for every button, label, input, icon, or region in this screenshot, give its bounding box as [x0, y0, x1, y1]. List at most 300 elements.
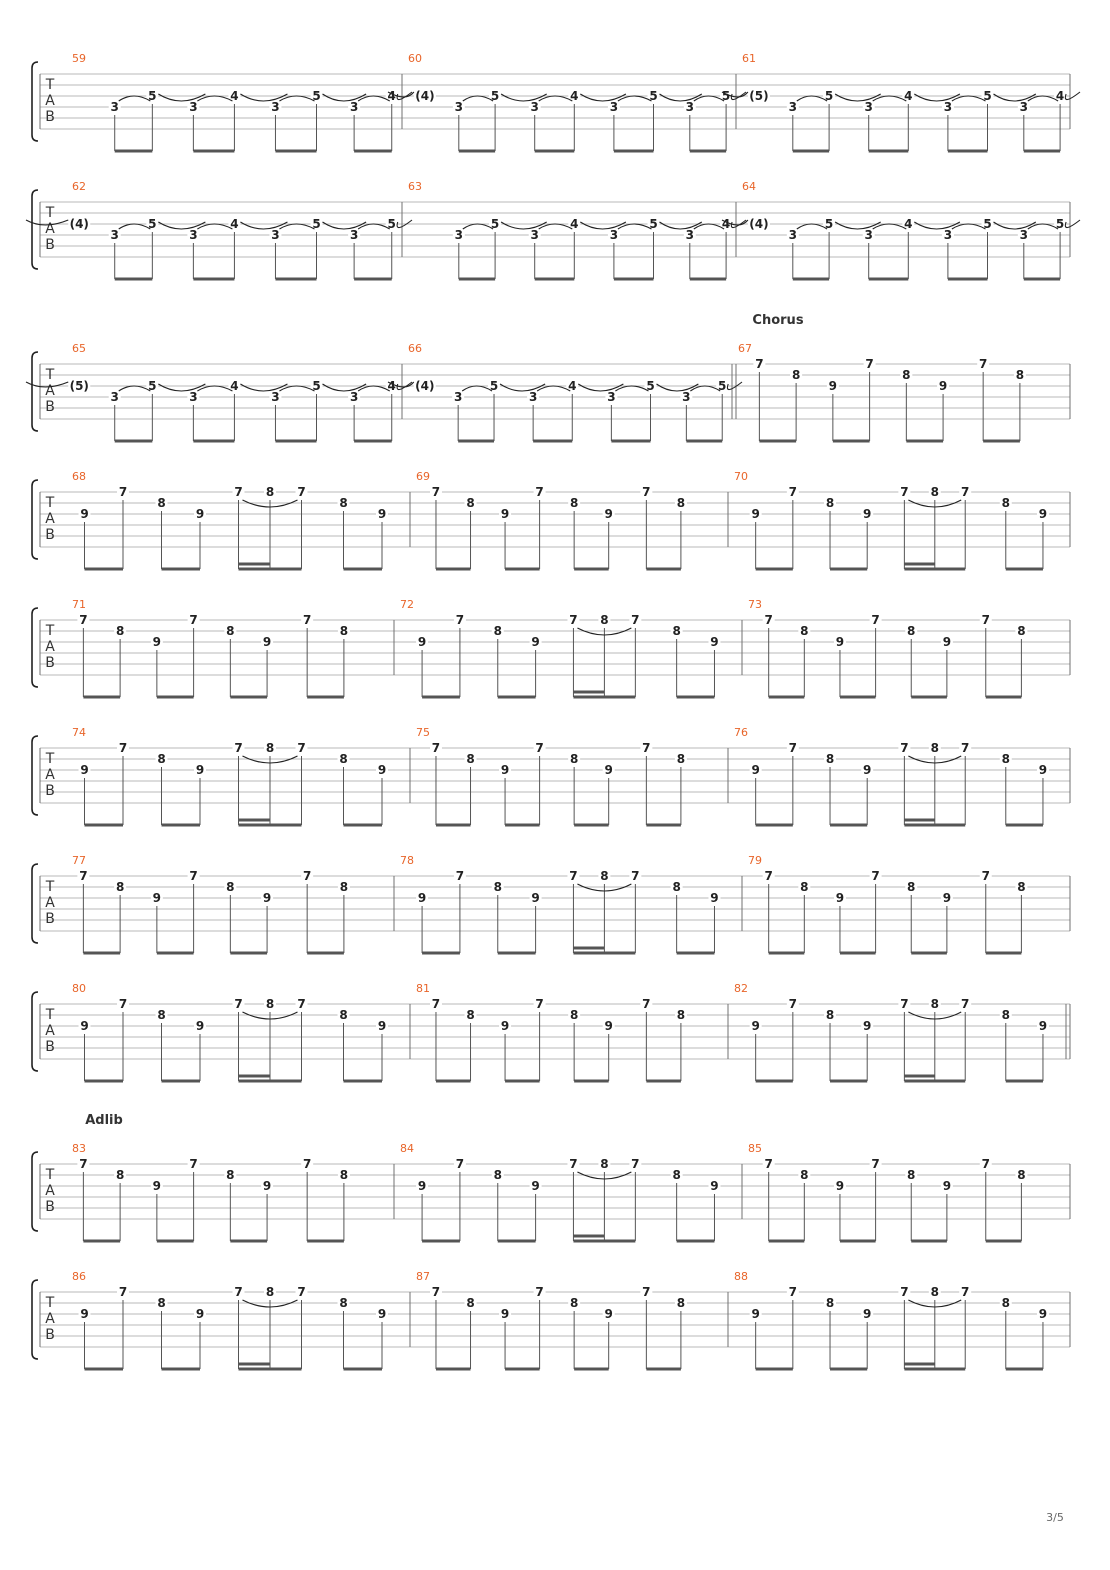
fret-number: 8 — [226, 624, 235, 638]
tab-system-2 — [26, 180, 1080, 279]
fret-number: 8 — [466, 1296, 475, 1310]
tied-fret-number: (4) — [415, 89, 435, 103]
fret-number: 9 — [80, 507, 89, 521]
slur-arc — [539, 224, 573, 229]
fret-number: 5 — [649, 89, 658, 103]
fret-number: 7 — [642, 1285, 651, 1299]
fret-number: 7 — [642, 997, 651, 1011]
fret-number: 3 — [1019, 100, 1028, 114]
fret-number: 7 — [118, 1285, 128, 1299]
fret-number: 7 — [118, 997, 128, 1011]
slur-arc — [873, 224, 907, 229]
fret-number: 8 — [339, 1296, 348, 1310]
fret-number: 7 — [900, 997, 909, 1011]
tab-clef-letter: T — [45, 495, 55, 511]
measure-84 — [400, 1142, 720, 1241]
fret-number: 3 — [189, 390, 198, 404]
fret-number: 7 — [455, 613, 465, 627]
measure-number: 86 — [72, 1270, 86, 1283]
slur-arc — [358, 386, 390, 391]
slur-arc — [1028, 224, 1058, 229]
fret-number: 4 — [570, 217, 579, 231]
measure-number: 61 — [742, 52, 756, 65]
fret-number: 7 — [788, 485, 798, 499]
measure-number: 72 — [400, 598, 414, 611]
fret-number: 7 — [297, 485, 306, 499]
fret-number: 9 — [262, 891, 272, 905]
fret-number: 7 — [961, 485, 970, 499]
slur-arc — [279, 96, 314, 101]
tab-system-3 — [26, 313, 1070, 441]
fret-number: 8 — [600, 1157, 609, 1171]
system-bracket — [32, 62, 38, 141]
tab-clef-letter: A — [45, 639, 55, 655]
fret-number: 3 — [454, 228, 463, 242]
fret-number: 8 — [226, 880, 235, 894]
fret-number: 7 — [189, 1157, 198, 1171]
fret-number: 8 — [825, 1008, 835, 1022]
tab-clef-letter: T — [45, 1167, 55, 1183]
fret-number: 5 — [646, 379, 655, 393]
fret-number: 9 — [500, 1307, 510, 1321]
fret-number: 9 — [835, 1179, 845, 1193]
tab-clef-letter: T — [45, 1295, 55, 1311]
fret-number: 9 — [500, 507, 510, 521]
fret-number: 3 — [453, 390, 463, 404]
fret-number: 8 — [493, 1168, 502, 1182]
fret-number: 8 — [265, 741, 275, 755]
measure-78 — [400, 854, 720, 953]
tied-fret-number: (4) — [749, 217, 769, 231]
fret-number: 5 — [718, 379, 727, 393]
fret-number: 9 — [195, 1019, 205, 1033]
fret-number: 8 — [676, 1296, 686, 1310]
tab-clef-letter: B — [45, 527, 55, 543]
fret-number: 7 — [431, 997, 441, 1011]
measure-number: 66 — [408, 342, 422, 355]
fret-number: 3 — [530, 100, 539, 114]
tab-clef-letter: B — [45, 1327, 55, 1343]
tab-clef-letter: T — [45, 77, 55, 93]
measure-73 — [748, 598, 1027, 697]
measure-66 — [388, 342, 742, 441]
fret-number: 8 — [493, 880, 502, 894]
fret-number: 9 — [262, 635, 272, 649]
tab-clef-letter: T — [45, 1007, 55, 1023]
fret-number: 3 — [943, 228, 953, 242]
fret-number: 9 — [417, 891, 427, 905]
fret-number: 9 — [417, 1179, 427, 1193]
system-bracket — [32, 608, 38, 687]
measure-number: 77 — [72, 854, 86, 867]
fret-number: 8 — [339, 752, 348, 766]
system-bracket — [32, 190, 38, 269]
fret-number: 4 — [230, 89, 239, 103]
fret-number: 3 — [454, 100, 463, 114]
fret-number: 4 — [387, 379, 396, 393]
fret-number: 9 — [863, 507, 872, 521]
tab-clef-letter: A — [45, 1311, 55, 1327]
slur-arc — [615, 386, 648, 391]
fret-number: 5 — [148, 217, 157, 231]
slur-arc — [463, 96, 493, 101]
section-label: Chorus — [752, 313, 804, 328]
fret-number: 8 — [902, 368, 911, 382]
fret-number: 7 — [297, 1285, 306, 1299]
slur-arc — [1028, 96, 1058, 101]
measure-65 — [26, 342, 412, 441]
tab-clef-letter: A — [45, 767, 55, 783]
fret-number: 8 — [676, 1008, 686, 1022]
measure-82 — [734, 982, 1049, 1081]
measure-72 — [400, 598, 720, 697]
fret-number: 8 — [569, 752, 579, 766]
fret-number: 5 — [983, 217, 992, 231]
fret-number: 5 — [983, 89, 992, 103]
slur-arc — [618, 224, 652, 229]
fret-number: 7 — [978, 357, 988, 371]
tab-system-7 — [32, 854, 1070, 953]
fret-number: 9 — [710, 1179, 719, 1193]
fret-number: 5 — [312, 217, 321, 231]
fret-number: 8 — [1015, 368, 1025, 382]
system-bracket — [32, 352, 38, 431]
fret-number: 7 — [871, 1157, 880, 1171]
fret-number: 8 — [569, 496, 579, 510]
system-bracket — [32, 480, 38, 559]
fret-number: 3 — [189, 228, 198, 242]
measure-63 — [408, 180, 746, 279]
fret-number: 5 — [387, 217, 396, 231]
fret-number: 7 — [631, 613, 640, 627]
fret-number: 3 — [530, 228, 539, 242]
measure-number: 85 — [748, 1142, 762, 1155]
fret-number: 3 — [685, 228, 694, 242]
fret-number: 9 — [262, 1179, 272, 1193]
fret-number: 3 — [685, 100, 694, 114]
slur-arc — [694, 224, 724, 229]
tab-system-1 — [32, 52, 1080, 151]
fret-number: 5 — [148, 89, 157, 103]
measure-number: 88 — [734, 1270, 748, 1283]
measure-number: 79 — [748, 854, 762, 867]
slur-arc — [690, 386, 720, 391]
fret-number: 9 — [863, 1307, 872, 1321]
fret-number: 7 — [302, 869, 312, 883]
section-label: Adlib — [85, 1113, 123, 1128]
fret-number: 3 — [271, 390, 280, 404]
fret-number: 8 — [930, 1285, 939, 1299]
measure-number: 78 — [400, 854, 414, 867]
fret-number: 8 — [466, 1008, 475, 1022]
fret-number: 3 — [607, 390, 616, 404]
measure-81 — [416, 982, 687, 1081]
slur-arc — [618, 96, 652, 101]
tab-clef-letter: A — [45, 895, 55, 911]
fret-number: 9 — [710, 891, 719, 905]
fret-number: 9 — [152, 1179, 162, 1193]
fret-number: 8 — [930, 485, 939, 499]
measure-number: 84 — [400, 1142, 414, 1155]
measure-number: 80 — [72, 982, 86, 995]
fret-number: 9 — [942, 635, 952, 649]
fret-number: 9 — [195, 1307, 205, 1321]
measure-number: 82 — [734, 982, 748, 995]
slur-arc — [873, 96, 907, 101]
fret-number: 7 — [431, 741, 441, 755]
slur-arc — [358, 224, 390, 229]
fret-number: 8 — [115, 624, 125, 638]
slur-arc — [694, 96, 724, 101]
fret-number: 8 — [157, 1008, 166, 1022]
tab-system-9 — [32, 1113, 1070, 1241]
fret-number: 8 — [676, 496, 686, 510]
measure-number: 87 — [416, 1270, 430, 1283]
slur-arc — [537, 386, 570, 391]
fret-number: 5 — [721, 89, 731, 103]
measure-86 — [72, 1270, 388, 1369]
fret-number: 7 — [642, 485, 651, 499]
fret-number: 8 — [930, 997, 939, 1011]
fret-number: 8 — [800, 1168, 809, 1182]
fret-number: 4 — [570, 89, 579, 103]
fret-number: 8 — [1001, 752, 1010, 766]
fret-number: 7 — [871, 613, 880, 627]
fret-number: 8 — [907, 880, 916, 894]
measure-number: 81 — [416, 982, 430, 995]
fret-number: 8 — [339, 624, 349, 638]
measure-number: 59 — [72, 52, 86, 65]
fret-number: 8 — [672, 1168, 681, 1182]
fret-number: 7 — [642, 741, 651, 755]
slur-arc — [952, 96, 986, 101]
fret-number: 8 — [800, 880, 809, 894]
fret-number: 9 — [195, 507, 205, 521]
measure-number: 71 — [72, 598, 86, 611]
tab-clef-letter: B — [45, 911, 55, 927]
measure-77 — [72, 854, 350, 953]
fret-number: 7 — [764, 613, 773, 627]
tab-clef-letter: T — [45, 367, 55, 383]
measure-71 — [72, 598, 350, 697]
fret-number: 7 — [961, 1285, 970, 1299]
fret-number: 7 — [871, 869, 880, 883]
measure-number: 60 — [408, 52, 422, 65]
measure-60 — [388, 52, 746, 151]
fret-number: 7 — [79, 613, 88, 627]
fret-number: 9 — [80, 1019, 89, 1033]
fret-number: 5 — [489, 379, 499, 393]
fret-number: 9 — [500, 763, 510, 777]
fret-number: 7 — [431, 1285, 441, 1299]
fret-number: 8 — [115, 880, 125, 894]
fret-number: 5 — [1055, 217, 1065, 231]
fret-number: 8 — [339, 496, 348, 510]
fret-number: 8 — [1017, 880, 1026, 894]
fret-number: 5 — [824, 217, 834, 231]
fret-number: 9 — [835, 635, 845, 649]
fret-number: 9 — [152, 635, 162, 649]
fret-number: 7 — [302, 613, 312, 627]
fret-number: 7 — [79, 1157, 88, 1171]
slur-arc — [197, 96, 232, 101]
fret-number: 3 — [271, 228, 280, 242]
slur-arc — [462, 386, 492, 391]
fret-number: 9 — [531, 891, 540, 905]
tied-fret-number: (4) — [69, 217, 89, 231]
fret-number: 3 — [349, 228, 359, 242]
fret-number: 9 — [604, 507, 613, 521]
fret-number: 8 — [569, 1008, 579, 1022]
fret-number: 9 — [195, 763, 205, 777]
measure-number: 75 — [416, 726, 430, 739]
fret-number: 3 — [788, 100, 797, 114]
tab-clef-letter: B — [45, 783, 55, 799]
fret-number: 9 — [604, 1307, 613, 1321]
tab-clef-letter: B — [45, 399, 55, 415]
fret-number: 7 — [569, 1157, 578, 1171]
system-bracket — [32, 736, 38, 815]
fret-number: 7 — [234, 485, 243, 499]
tab-system-5 — [32, 598, 1070, 697]
fret-number: 9 — [710, 635, 719, 649]
tab-clef-letter: B — [45, 655, 55, 671]
system-bracket — [32, 1280, 38, 1359]
fret-number: 7 — [981, 613, 990, 627]
measure-number: 65 — [72, 342, 86, 355]
fret-number: 7 — [569, 869, 578, 883]
fret-number: 9 — [938, 379, 948, 393]
fret-number: 4 — [721, 217, 731, 231]
fret-number: 4 — [1055, 89, 1065, 103]
fret-number: 7 — [788, 741, 798, 755]
measure-79 — [748, 854, 1027, 953]
fret-number: 9 — [80, 763, 89, 777]
fret-number: 7 — [189, 613, 198, 627]
measure-88 — [734, 1270, 1049, 1369]
fret-number: 9 — [751, 507, 760, 521]
fret-number: 8 — [907, 624, 916, 638]
fret-number: 8 — [825, 752, 835, 766]
slur-arc — [463, 224, 493, 229]
slur-arc — [797, 96, 827, 101]
fret-number: 7 — [631, 1157, 640, 1171]
fret-number: 9 — [1038, 1307, 1048, 1321]
fret-number: 3 — [349, 100, 359, 114]
fret-number: 7 — [569, 613, 578, 627]
fret-number: 8 — [930, 741, 939, 755]
measure-74 — [72, 726, 388, 825]
fret-number: 3 — [271, 100, 280, 114]
fret-number: 8 — [1001, 1296, 1010, 1310]
fret-number: 9 — [828, 379, 838, 393]
tab-clef-letter: T — [45, 751, 55, 767]
fret-number: 7 — [764, 1157, 773, 1171]
fret-number: 7 — [234, 1285, 243, 1299]
fret-number: 4 — [387, 89, 396, 103]
fret-number: 7 — [79, 869, 88, 883]
fret-number: 9 — [80, 1307, 89, 1321]
fret-number: 7 — [631, 869, 640, 883]
tied-fret-number: (5) — [749, 89, 769, 103]
fret-number: 9 — [531, 635, 540, 649]
fret-number: 9 — [377, 763, 387, 777]
fret-number: 8 — [339, 1008, 348, 1022]
fret-number: 7 — [900, 741, 909, 755]
fret-number: 8 — [676, 752, 686, 766]
measure-80 — [72, 982, 388, 1081]
slur-arc — [119, 386, 151, 391]
fret-number: 4 — [230, 379, 239, 393]
slur-arc — [797, 224, 827, 229]
fret-number: 5 — [824, 89, 834, 103]
fret-number: 3 — [189, 100, 198, 114]
measure-number: 70 — [734, 470, 748, 483]
fret-number: 8 — [226, 1168, 235, 1182]
tab-clef-letter: B — [45, 237, 55, 253]
fret-number: 7 — [297, 741, 306, 755]
tab-clef-letter: A — [45, 1183, 55, 1199]
fret-number: 3 — [110, 100, 119, 114]
slur-arc — [119, 224, 151, 229]
fret-number: 9 — [835, 891, 845, 905]
tab-system-8 — [32, 982, 1070, 1081]
fret-number: 9 — [863, 763, 872, 777]
fret-number: 7 — [234, 741, 243, 755]
measure-75 — [416, 726, 687, 825]
fret-number: 3 — [788, 228, 797, 242]
fret-number: 9 — [751, 1019, 760, 1033]
fret-number: 7 — [900, 485, 909, 499]
fret-number: 7 — [455, 869, 465, 883]
slur-arc — [279, 386, 314, 391]
fret-number: 7 — [788, 1285, 798, 1299]
fret-number: 8 — [600, 613, 609, 627]
tab-clef-letter: T — [45, 879, 55, 895]
slur-arc — [358, 96, 390, 101]
measure-59 — [72, 52, 412, 151]
fret-number: 3 — [528, 390, 538, 404]
fret-number: 9 — [377, 507, 387, 521]
fret-number: 7 — [788, 997, 798, 1011]
fret-number: 9 — [377, 1307, 387, 1321]
fret-number: 7 — [961, 741, 970, 755]
fret-number: 5 — [312, 379, 321, 393]
fret-number: 8 — [265, 485, 275, 499]
measure-67 — [738, 342, 1026, 441]
fret-number: 8 — [1017, 1168, 1026, 1182]
fret-number: 7 — [297, 997, 306, 1011]
fret-number: 7 — [900, 1285, 909, 1299]
tab-clef-letter: T — [45, 205, 55, 221]
fret-number: 8 — [339, 1168, 349, 1182]
fret-number: 8 — [569, 1296, 579, 1310]
system-bracket — [32, 1152, 38, 1231]
tab-clef-letter: A — [45, 1023, 55, 1039]
fret-number: 7 — [755, 357, 764, 371]
fret-number: 9 — [942, 1179, 952, 1193]
fret-number: 9 — [863, 1019, 872, 1033]
measure-62 — [26, 180, 412, 279]
slur-arc — [539, 96, 573, 101]
fret-number: 8 — [800, 624, 809, 638]
measure-number: 67 — [738, 342, 752, 355]
fret-number: 3 — [1019, 228, 1028, 242]
fret-number: 7 — [535, 485, 544, 499]
fret-number: 3 — [943, 100, 953, 114]
fret-number: 8 — [157, 1296, 166, 1310]
system-bracket — [32, 864, 38, 943]
